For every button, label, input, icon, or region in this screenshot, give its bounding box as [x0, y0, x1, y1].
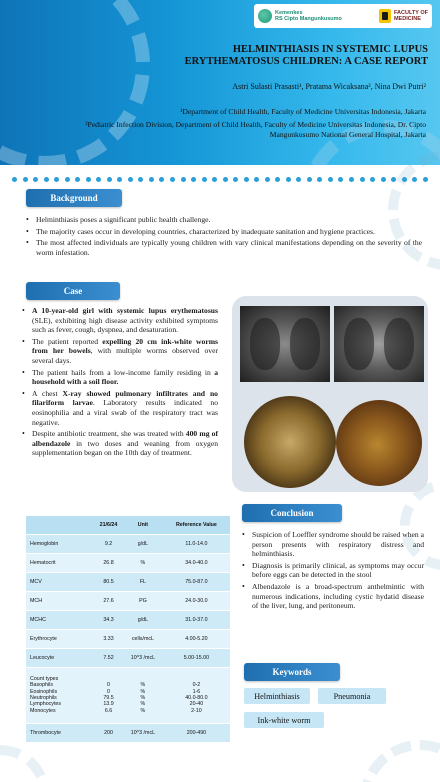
divider-dot	[328, 177, 333, 182]
chest-xray-image	[240, 306, 330, 382]
logo-bar	[254, 4, 432, 28]
table-cell-test: MCV	[26, 572, 94, 591]
count-type-line: Lymphocytes	[30, 701, 62, 708]
count-type-line: 79.5	[103, 695, 114, 701]
count-type-line: %	[140, 707, 146, 714]
divider-dot	[117, 177, 122, 182]
table-row	[26, 591, 230, 610]
keyword-tag: Pneumonia	[318, 688, 386, 704]
list-item: • The most affected individuals are typically young children with vary clinical manifestations depending on the severity of the worm infestation.	[26, 238, 422, 257]
keyword-tag: Ink-white worm	[244, 712, 324, 728]
list-item: • Suspicion of Loeffler syndrome should be raised when a person presents with respiratory distress and helminthiasis.	[242, 530, 424, 559]
table-row	[26, 553, 230, 572]
divider-dot	[286, 177, 291, 182]
table-header	[26, 516, 94, 534]
divider-dot	[391, 177, 396, 182]
table-row	[26, 723, 230, 742]
table-row	[26, 648, 230, 667]
divider-dot	[44, 177, 49, 182]
list-item: • The patient reported expelling 20 cm ink-white worms from her bowels, with multiple worms observed over several days.	[22, 337, 218, 366]
table-row	[26, 667, 230, 723]
table-cell-test: MCHC	[26, 610, 94, 629]
divider-dot	[244, 177, 249, 182]
kemenkes-logo-text: Kemenkes	[275, 10, 303, 16]
table-cell-unit: 10^3 /mcL	[123, 723, 163, 742]
list-item: • Albendazole is a broad-spectrum anthelmintic with numerous indications, including cystic hydatid disease of the liver, lung, and peritoneum.	[242, 582, 424, 611]
count-type-line: Monocytes	[30, 707, 56, 714]
list-item: • Diagnosis is primarily clinical, as symptoms may occur before eggs can be detected in the stool	[242, 561, 424, 580]
table-cell-test	[26, 667, 94, 723]
divider-dot	[54, 177, 59, 182]
table-cell-unit: 10^3 /mcL	[123, 648, 163, 667]
table-cell-test: Thrombocyte	[26, 723, 94, 742]
divider-dot	[402, 177, 407, 182]
divider-dot	[307, 177, 312, 182]
decorative-ring	[360, 740, 440, 782]
background-heading: Background	[26, 189, 122, 207]
table-cell-value: 34.3	[94, 610, 123, 629]
divider-dot	[275, 177, 280, 182]
keywords-heading: Keywords	[244, 663, 340, 681]
divider-dot	[360, 177, 365, 182]
count-type-line: 6.6	[104, 707, 113, 714]
table-header-row	[26, 516, 230, 534]
table-header: Unit	[123, 516, 163, 534]
divider-dot	[12, 177, 17, 182]
table-header: Reference Value	[163, 516, 230, 534]
table-row	[26, 572, 230, 591]
table-cell-test: Erythrocyte	[26, 629, 94, 648]
case-heading: Case	[26, 282, 120, 300]
ui-logo-subtext: MEDICINE	[393, 16, 421, 22]
worm-photo	[336, 400, 422, 486]
table-cell-value: 27.6	[94, 591, 123, 610]
title-line-1: HELMINTHIASIS IN SYSTEMIC LUPUS	[232, 44, 428, 55]
table-cell-value	[94, 667, 123, 723]
authors: Astri Sulasti Prasasti¹, Pratama Wicaksana², Nina Dwi Putri²	[232, 82, 426, 91]
table-header: 21/6/24	[94, 516, 123, 534]
lab-results-table	[26, 516, 230, 743]
conclusion-list	[242, 530, 424, 613]
divider-dot	[107, 177, 112, 182]
list-item: • Despite antibiotic treatment, she was treated with 400 mg of albendazole in two doses and weaning from oxygen supplementation began on the 10th day of treatment.	[22, 429, 218, 458]
divider-dot	[33, 177, 38, 182]
divider-dot	[412, 177, 417, 182]
table-cell-unit: %	[123, 553, 163, 572]
table-row	[26, 629, 230, 648]
background-list	[26, 215, 422, 259]
table-cell-unit	[123, 667, 163, 723]
count-type-line: Eosinophils	[30, 688, 58, 695]
kemenkes-logo	[258, 9, 375, 23]
divider-dot	[233, 177, 238, 182]
dotted-divider	[12, 176, 428, 182]
table-cell-unit: g/dL	[123, 610, 163, 629]
table-cell-value: 200	[94, 723, 123, 742]
divider-dot	[254, 177, 259, 182]
table-cell-test: Hematocrit	[26, 553, 94, 572]
list-item: • Helminthiasis poses a significant public health challenge.	[26, 215, 422, 225]
poster-title	[98, 44, 428, 68]
list-item: • The majority cases occur in developing countries, characterized by inadequate sanitation and hygiene practices.	[26, 227, 422, 237]
decorative-ring	[0, 745, 50, 782]
list-item: • A chest X-ray showed pulmonary infiltrates and no filariform larvae. Laboratory results indicated no eosinophilia and a viral swab of the respiratory tract was negative.	[22, 389, 218, 427]
list-item: • The patient hails from a low-income family residing in a household with a soil floor.	[22, 368, 218, 387]
count-type-line: 2-10	[191, 707, 202, 714]
worm-photo	[244, 396, 336, 488]
table-cell-unit: g/dL	[123, 534, 163, 553]
table-cell-reference: 75.0-87.0	[163, 572, 230, 591]
ui-logo-text: FACULTY OF	[393, 10, 428, 16]
table-cell-value: 3.33	[94, 629, 123, 648]
divider-dot	[191, 177, 196, 182]
table-cell-unit: FL	[123, 572, 163, 591]
header-banner	[0, 0, 440, 165]
count-type-line: %	[140, 701, 146, 708]
keyword-tag: Helminthiasis	[244, 688, 310, 704]
table-cell-value: 7.52	[94, 648, 123, 667]
table-cell-value: 9.2	[94, 534, 123, 553]
divider-dot	[370, 177, 375, 182]
table-cell-value: 80.5	[94, 572, 123, 591]
divider-dot	[423, 177, 428, 182]
divider-dot	[128, 177, 133, 182]
count-type-line: 1-6	[192, 688, 201, 695]
count-type-line: %	[140, 695, 146, 701]
table-cell-value: 26.8	[94, 553, 123, 572]
count-type-line: 0	[107, 688, 110, 695]
divider-dot	[23, 177, 28, 182]
count-type-line: %	[140, 682, 146, 689]
count-type-line: Neutrophils	[30, 695, 57, 701]
divider-dot	[65, 177, 70, 182]
divider-dot	[381, 177, 386, 182]
table-cell-reference	[163, 667, 230, 723]
kemenkes-logo-icon	[258, 9, 272, 23]
count-type-line: %	[140, 688, 146, 695]
table-cell-test: Hemoglobin	[26, 534, 94, 553]
table-cell-reference: 24.0-30.0	[163, 591, 230, 610]
divider-dot	[149, 177, 154, 182]
clinical-images	[232, 296, 428, 492]
divider-dot	[138, 177, 143, 182]
table-row	[26, 534, 230, 553]
divider-dot	[86, 177, 91, 182]
chest-xray-image	[334, 306, 424, 382]
divider-dot	[96, 177, 101, 182]
table-cell-test: Leucocyte	[26, 648, 94, 667]
table-cell-reference: 31.0-37.0	[163, 610, 230, 629]
case-list	[22, 306, 218, 460]
table-cell-test: MCH	[26, 591, 94, 610]
count-type-line: 20-40	[189, 701, 204, 708]
divider-dot	[349, 177, 354, 182]
table-cell-reference: 5.00-15.00	[163, 648, 230, 667]
divider-dot	[338, 177, 343, 182]
ui-logo-icon	[379, 9, 391, 23]
table-cell-reference: 4.00-5.20	[163, 629, 230, 648]
conclusion-heading: Conclusion	[242, 504, 342, 522]
table-cell-unit: PG	[123, 591, 163, 610]
count-type-line: Count types	[30, 675, 59, 682]
ui-faculty-logo	[379, 9, 428, 23]
count-type-line: 0-2	[192, 682, 201, 689]
count-type-line: Basophils	[30, 682, 53, 689]
list-item: • A 10-year-old girl with systemic lupus erythematosus (SLE), exhibiting high disease activity exhibited symptoms such as fever, cough, dyspnea, and desaturation.	[22, 306, 218, 335]
table-cell-unit: cells/mcL	[123, 629, 163, 648]
count-type-line: 13.9	[103, 701, 114, 708]
table-cell-reference: 11.0-14.0	[163, 534, 230, 553]
divider-dot	[212, 177, 217, 182]
divider-dot	[75, 177, 80, 182]
count-type-line: 0	[107, 682, 110, 689]
divider-dot	[223, 177, 228, 182]
affiliation-1: ¹Department of Child Health, Faculty of Medicine Universitas Indonesia, Jakarta	[180, 107, 426, 116]
kemenkes-logo-subtext: RS Cipto Mangunkusumo	[275, 16, 342, 22]
divider-dot	[296, 177, 301, 182]
divider-dot	[265, 177, 270, 182]
table-row	[26, 610, 230, 629]
divider-dot	[317, 177, 322, 182]
table-cell-reference: 200-490	[163, 723, 230, 742]
divider-dot	[202, 177, 207, 182]
table-cell-reference: 34.0-40.0	[163, 553, 230, 572]
affiliation-2: ²Pediatric Infection Division, Department of Child Health, Faculty of Medicine Universitas Indonesia, Dr. Cipto Mangunkusumo National General Hospital, Jakarta	[85, 120, 426, 139]
divider-dot	[159, 177, 164, 182]
divider-dot	[170, 177, 175, 182]
title-line-2: ERYTHEMATOSUS CHILDREN: A CASE REPORT	[184, 56, 428, 67]
divider-dot	[181, 177, 186, 182]
count-type-line: 40.0-80.0	[185, 695, 208, 701]
